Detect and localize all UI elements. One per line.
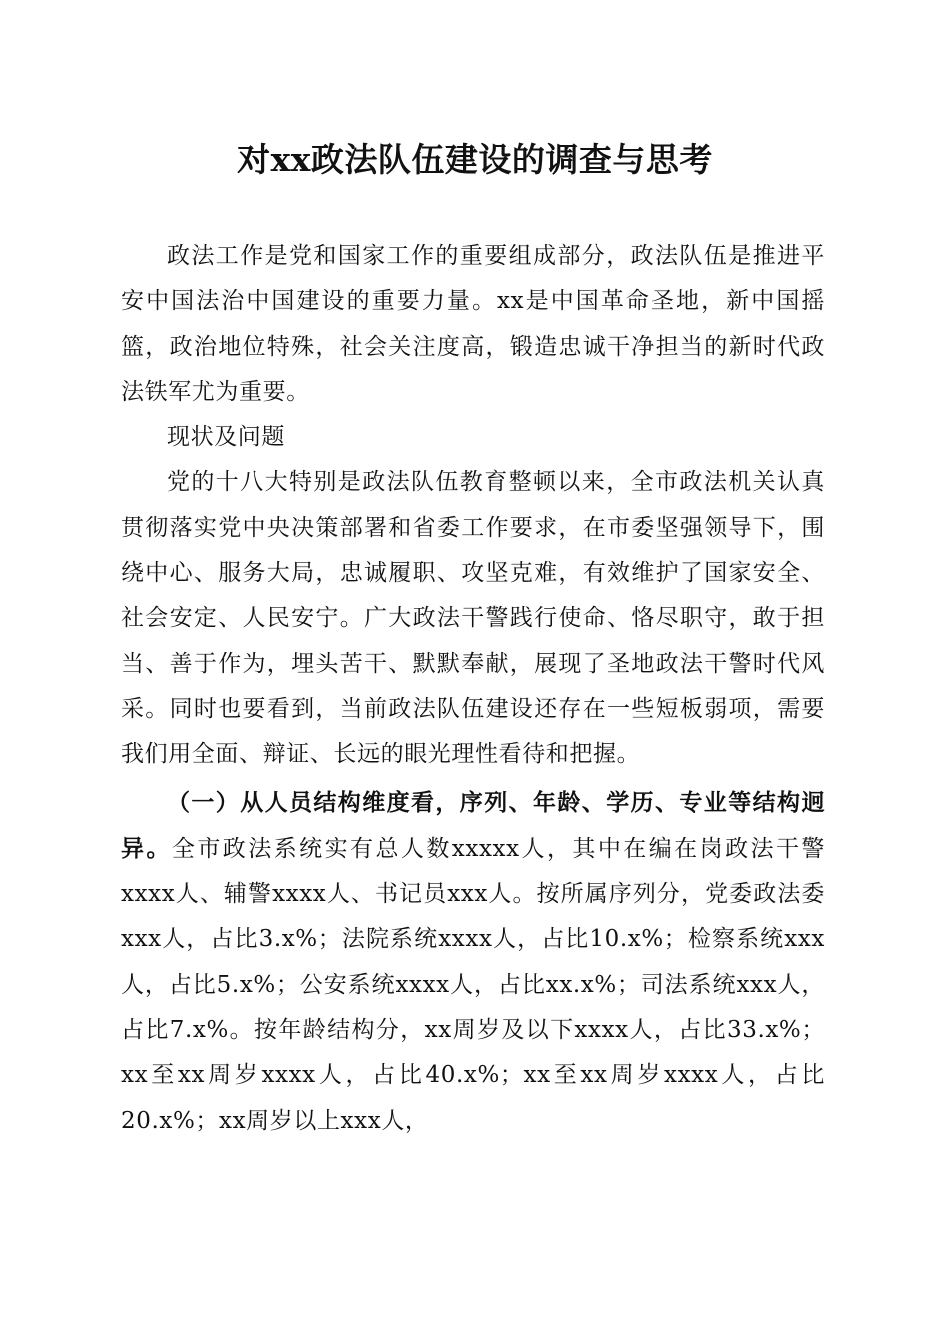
subsection-body: 全市政法系统实有总人数xxxxx人，其中在编在岗政法干警xxxx人、辅警xxxx人、书记员xxx人。按所属序列分，党委政法委xxx人，占比3.x%；法院系统xxxx人，占比10.x%；检察系统xxx人，占比5.x%；公安系统xxxx人，占比xx.x%；司法系统xxx人，占比7.x%。按年龄结构分，xx周岁及以下xxxx人，占比33.x%；xx至xx周岁xxxx人，占比40.x%；xx至xx周岁xxxx人，占比20.x%；xx周岁以上xxx人，: [121, 835, 826, 1134]
status-paragraph: 党的十八大特别是政法队伍教育整顿以来，全市政法机关认真贯彻落实党中央决策部署和省委工作要求，在市委坚强领导下，围绕中心、服务大局，忠诚履职、攻坚克难，有效维护了国家安全、社会安定、人民安宁。广大政法干警践行使命、恪尽职守，敢于担当、善于作为，埋头苦干、默默奉献，展现了圣地政法干警时代风采。同时也要看到，当前政法队伍建设还存在一些短板弱项，需要我们用全面、辩证、长远的眼光理性看待和把握。: [121, 469, 825, 768]
document-title: 对xx政法队伍建设的调查与思考: [237, 140, 713, 179]
subsection-heading: （一）从人员结构维度看，序列、年龄、学历、专业等结构迥异。: [121, 788, 825, 862]
subsection-paragraph: [121, 780, 825, 1144]
intro-paragraph: 政法工作是党和国家工作的重要组成部分，政法队伍是推进平安中国法治中国建设的重要力量。xx是中国革命圣地，新中国摇篮，政治地位特殊，社会关注度高，锻造忠诚干净担当的新时代政法铁军尤为重要。: [121, 243, 825, 405]
document-body: [121, 234, 825, 1144]
section-heading: 现状及问题: [167, 424, 285, 451]
